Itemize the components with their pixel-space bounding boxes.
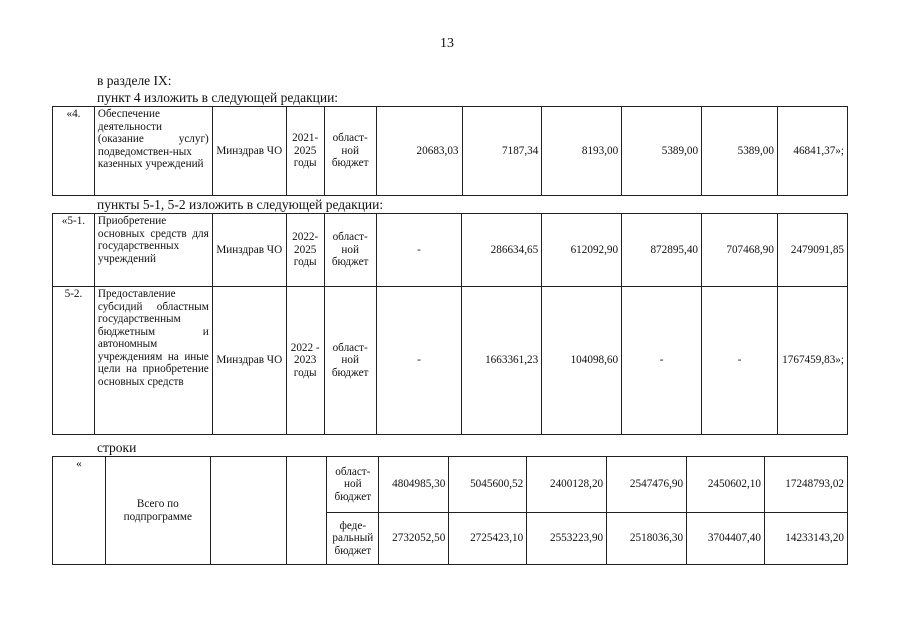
row-number: 5-2. [53,287,95,435]
value-5: 2450602,10 [687,457,765,513]
value-1: 2732052,50 [379,513,449,565]
funding-source: област-ной бюджет [324,107,376,196]
value-1: - [376,214,462,287]
value-total: 1767459,83»; [777,287,847,435]
value-3: 104098,60 [542,287,622,435]
executor: Минздрав ЧО [212,214,286,287]
table-punkty-5 [52,213,848,435]
value-4: 2547476,90 [607,457,687,513]
value-3: 8193,00 [542,107,622,196]
table-row [53,287,848,435]
value-4: - [622,287,702,435]
years: 2021-2025 годы [286,107,324,196]
years: 2022 - 2023 годы [286,287,324,435]
row-number: «4. [53,107,95,196]
value-total: 2479091,85 [777,214,847,287]
executor: Минздрав ЧО [212,287,286,435]
value-5: - [702,287,778,435]
value-2: 7187,34 [462,107,542,196]
value-5: 3704407,40 [687,513,765,565]
table-row [53,457,848,513]
value-3: 2400128,20 [527,457,607,513]
executor: Минздрав ЧО [212,107,286,196]
table-total [52,456,848,565]
table-row [53,214,848,287]
intro-line-4: строки [97,440,137,455]
funding-source: феде-ральный бюджет [327,513,379,565]
value-1: 20683,03 [376,107,462,196]
value-1: 4804985,30 [379,457,449,513]
funding-source: област-ной бюджет [327,457,379,513]
intro-line-3: пункты 5-1, 5-2 изложить в следующей редакции: [97,197,384,212]
row-number: «5-1. [53,214,95,287]
value-4: 872895,40 [622,214,702,287]
value-2: 2725423,10 [449,513,527,565]
empty-cell [287,457,327,565]
total-label: Всего по подпрограмме [105,457,210,565]
table-punkt-4 [52,106,848,196]
value-2: 5045600,52 [449,457,527,513]
measure-name: Предоставление субсидий областным государственным бюджетным и автономным учреждениям на иные цели на приобретение основных средств [94,287,212,435]
open-quote: « [53,457,106,565]
value-2: 286634,65 [462,214,542,287]
funding-source: област-ной бюджет [324,287,376,435]
intro-line-2: пункт 4 изложить в следующей редакции: [97,90,339,105]
table-row [53,107,848,196]
value-3: 612092,90 [542,214,622,287]
page-number: 13 [440,36,454,51]
value-4: 5389,00 [622,107,702,196]
value-2: 1663361,23 [462,287,542,435]
value-5: 707468,90 [702,214,778,287]
intro-line-1: в разделе IX: [97,73,172,88]
value-4: 2518036,30 [607,513,687,565]
value-3: 2553223,90 [527,513,607,565]
years: 2022-2025 годы [286,214,324,287]
value-total: 46841,37»; [777,107,847,196]
value-total: 17248793,02 [764,457,847,513]
measure-name: Обеспечение деятельности (оказание услуг) подведомствен-ных казенных учреждений [94,107,212,196]
value-1: - [376,287,462,435]
empty-cell [210,457,287,565]
value-total: 14233143,20 [764,513,847,565]
funding-source: област-ной бюджет [324,214,376,287]
value-5: 5389,00 [702,107,778,196]
measure-name: Приобретение основных средств для государственных учреждений [94,214,212,287]
